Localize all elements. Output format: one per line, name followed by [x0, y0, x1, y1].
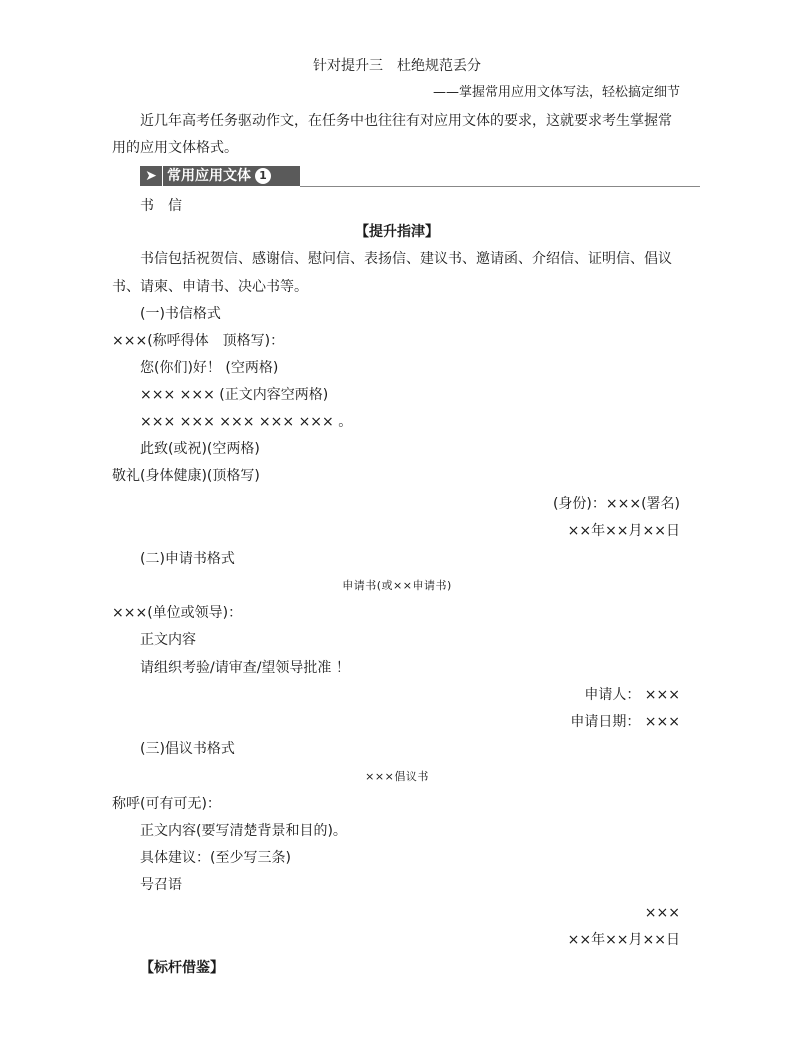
format2-request: 请组织考验/请审查/望领导批准 ！	[140, 660, 350, 676]
format3-heading: (三)倡议书格式	[140, 741, 235, 757]
format1-closing-2: 敬礼(身体健康)(顶格写)	[112, 468, 260, 484]
section-header-bar	[140, 166, 300, 186]
benchmark-title: 【标杆借鉴】	[140, 960, 224, 976]
intro-line-2: 用的应用文体格式。	[112, 140, 238, 156]
format2-applicant: 申请人： ×××	[584, 687, 680, 703]
section-divider	[300, 186, 700, 187]
format1-date: ××年××月××日	[567, 523, 680, 539]
page-subtitle: ——掌握常用应用文体写法，轻松搞定细节	[432, 85, 680, 100]
format1-closing-1: 此致(或祝)(空两格)	[140, 441, 260, 457]
format3-suggestions: 具体建议：(至少写三条)	[140, 850, 291, 866]
format3-slogan: 号召语	[140, 877, 182, 893]
format2-salutation: ×××(单位或领导)：	[112, 605, 243, 621]
format2-apply-date: 申请日期： ×××	[570, 714, 680, 730]
format2-body: 正文内容	[140, 632, 196, 648]
letters-desc-2: 书、请柬、申请书、决心书等。	[112, 279, 308, 295]
format2-doc-title: 申请书(或××申请书)	[342, 579, 452, 592]
format3-doc-title: ×××倡议书	[365, 770, 429, 783]
format2-heading: (二)申请书格式	[140, 551, 235, 567]
intro-line-1: 近几年高考任务驱动作文，在任务中也往往有对应用文体的要求，这就要求考生掌握常	[140, 113, 672, 129]
format1-signature: (身份)：×××(署名)	[552, 496, 680, 512]
letters-desc-1: 书信包括祝贺信、感谢信、慰问信、表扬信、建议书、邀请函、介绍信、证明信、倡议	[140, 251, 672, 267]
arrow-right-icon: ➤	[140, 166, 163, 186]
format1-salutation: ×××(称呼得体 顶格写)：	[112, 333, 285, 349]
format3-date: ××年××月××日	[567, 932, 680, 948]
page-title: 针对提升三 杜绝规范丢分	[313, 58, 481, 74]
format1-heading: (一)书信格式	[140, 306, 221, 322]
format1-body-1: ××× ××× (正文内容空两格)	[140, 387, 329, 403]
format1-greeting: 您(你们)好！ (空两格)	[140, 360, 279, 376]
section-label: 常用应用文体	[167, 168, 251, 184]
format3-salutation: 称呼(可有可无)：	[112, 796, 221, 812]
tip-title: 【提升指津】	[355, 224, 439, 240]
format1-body-2: ××× ××× ××× ××× ××× 。	[140, 414, 353, 430]
format3-body: 正文内容(要写清楚背景和目的)。	[140, 823, 347, 839]
section-number-badge: 1	[255, 168, 271, 184]
format3-signer: ×××	[644, 905, 680, 921]
letters-heading: 书 信	[140, 198, 182, 214]
